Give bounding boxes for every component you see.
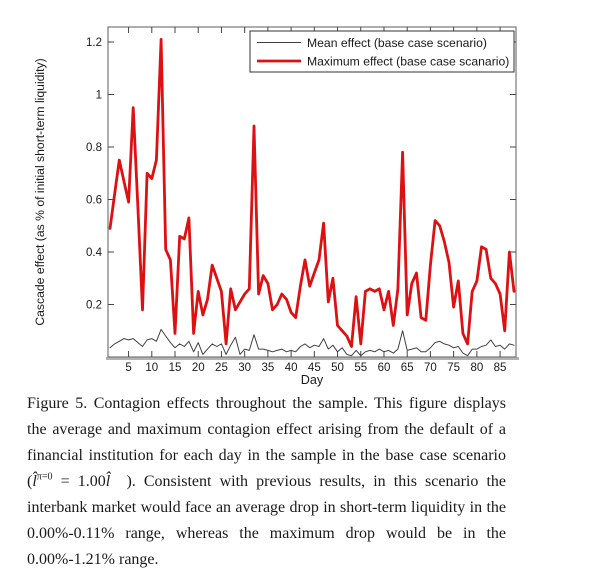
- y-tick-label: 0.6: [86, 194, 102, 207]
- x-tick-label: 80: [470, 362, 484, 374]
- y-tick-label: 0.4: [86, 247, 102, 259]
- figure-caption: [27, 391, 506, 573]
- x-tick-label: 45: [307, 362, 321, 374]
- caption-formula-variable: l̂: [32, 473, 37, 490]
- x-tick-label: 10: [145, 362, 159, 374]
- x-tick-label: 55: [354, 362, 368, 374]
- x-tick-label: 40: [284, 362, 298, 374]
- x-tick-label: 30: [238, 362, 252, 374]
- y-tick-label: 1.2: [86, 37, 102, 49]
- x-tick-label: 60: [377, 362, 391, 374]
- y-tick-label: 1: [95, 89, 102, 102]
- y-tick-label: 0.8: [86, 142, 102, 154]
- caption-text: = 1.00: [52, 473, 106, 490]
- legend-label-1: Maximum effect (base case scanario): [307, 54, 510, 69]
- caption-formula-superscript: π=0: [36, 471, 53, 483]
- x-tick-label: 70: [424, 362, 437, 374]
- caption-text: ). Consistent with previous results, in this scenario the interbank market would face an average drop in short-term liquidity in the 0.00%-0.11% range, whereas the maximum drop would be in the 0.00%-1.21% range.: [27, 473, 506, 568]
- x-tick-label: 50: [331, 362, 344, 374]
- legend-label-0: Mean effect (base case scenario): [307, 35, 487, 50]
- x-tick-label: 15: [168, 362, 182, 374]
- caption-text: Figure 5. Contagion effects throughout the sample. This figure displays the average and maximum contagion effect arising from the default of a financial institution for each day in the sample in the base case scenario (: [27, 395, 506, 490]
- x-tick-label: 20: [191, 362, 205, 374]
- y-tick-label: 0.2: [86, 299, 102, 312]
- x-tick-label: 25: [215, 362, 228, 374]
- x-axis-label: Day: [300, 373, 324, 387]
- x-tick-label: 85: [493, 362, 507, 374]
- x-tick-label: 75: [447, 362, 461, 374]
- x-tick-label: 65: [400, 362, 414, 374]
- y-axis-label: Cascade effect (as % of initial short-term liquidity): [33, 58, 47, 326]
- x-tick-label: 5: [125, 362, 132, 374]
- x-tick-label: 35: [261, 362, 275, 374]
- series-line-1: [110, 39, 514, 346]
- caption-formula-variable: l̂: [105, 473, 111, 490]
